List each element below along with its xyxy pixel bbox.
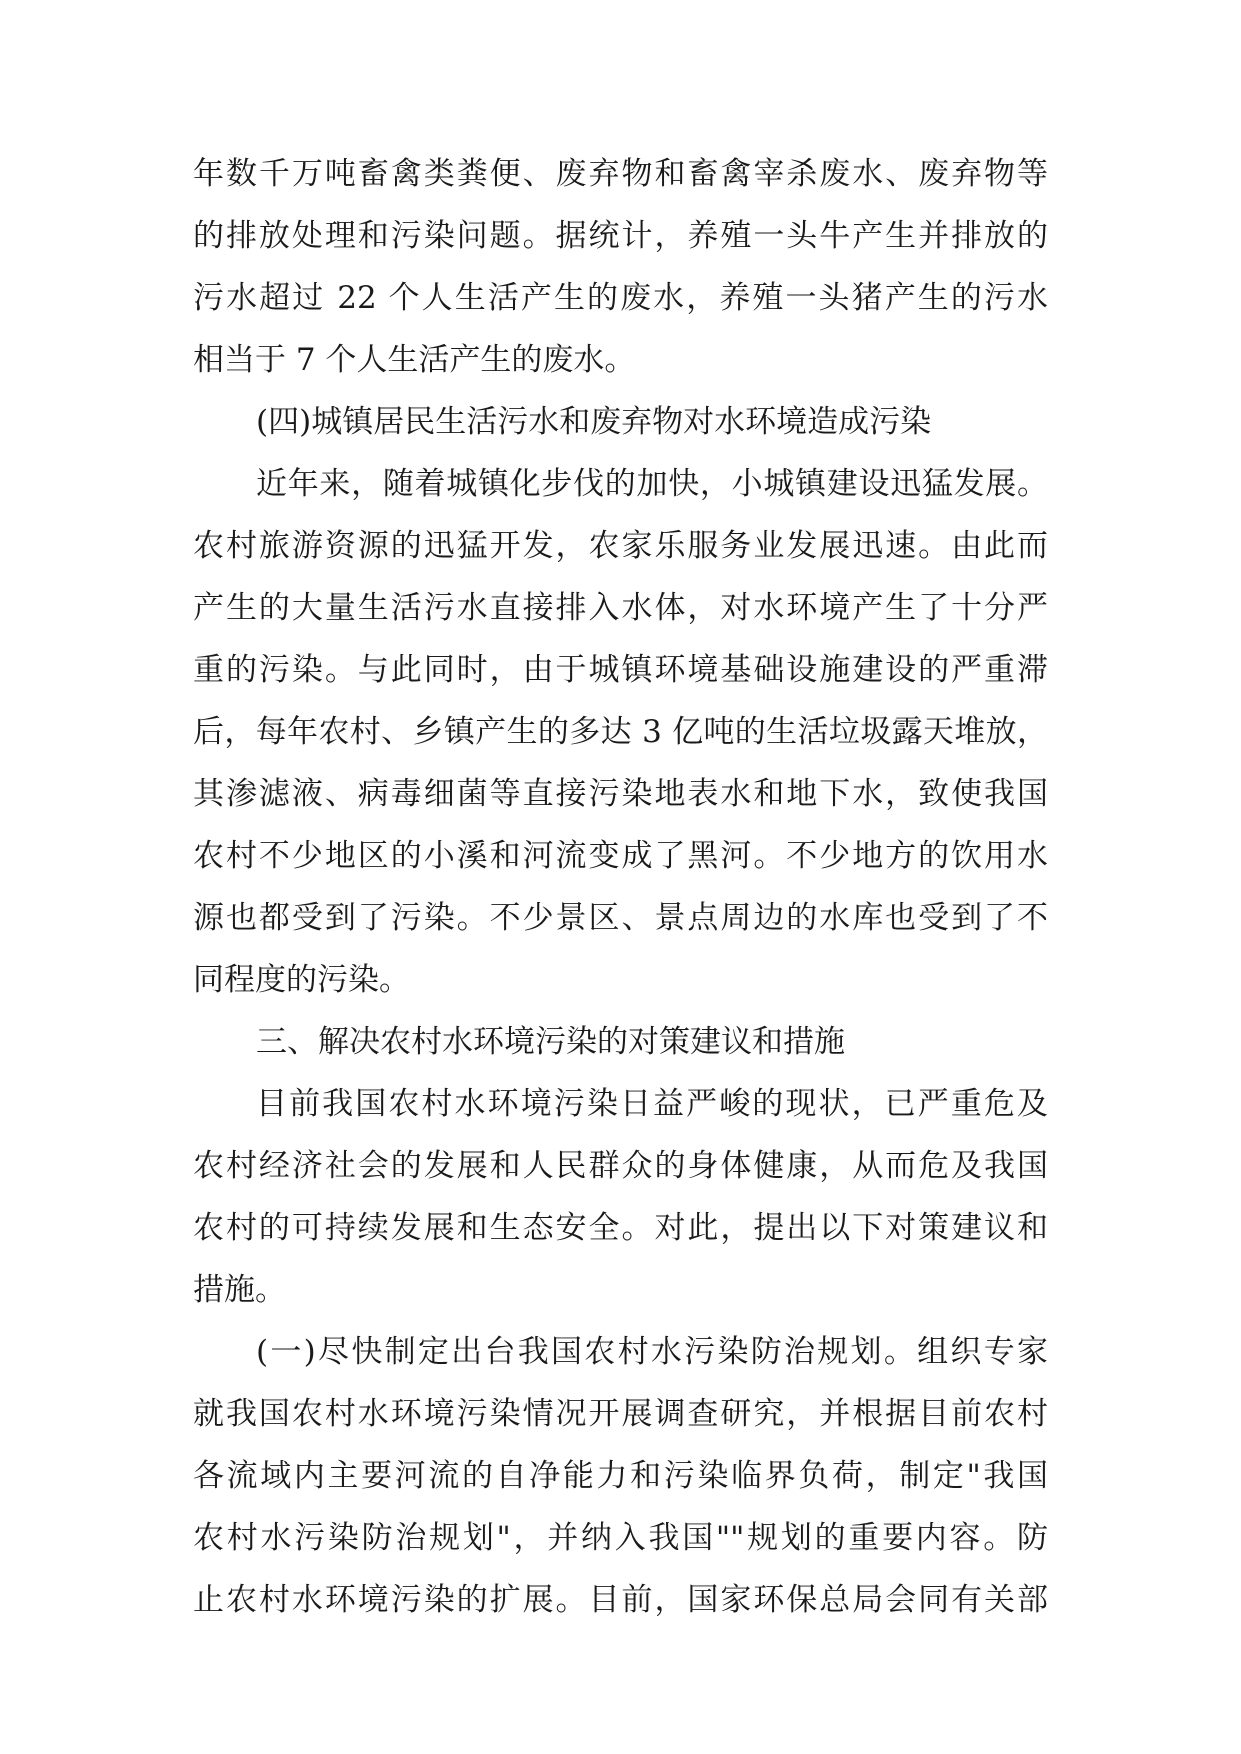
text-line: 农村不少地区的小溪和河流变成了黑河。不少地方的饮用水 xyxy=(193,838,1048,874)
text-line: 目前我国农村水环境污染日益严峻的现状，已严重危及 xyxy=(256,1086,1048,1122)
text-line: 近年来，随着城镇化步伐的加快，小城镇建设迅猛发展。 xyxy=(256,466,1048,502)
text-line: 相当于 7 个人生活产生的废水。 xyxy=(193,342,636,378)
text-line: 后，每年农村、乡镇产生的多达 3 亿吨的生活垃圾露天堆放， xyxy=(193,714,1048,750)
text-line: 同程度的污染。 xyxy=(193,962,410,998)
section-heading: 三、解决农村水环境污染的对策建议和措施 xyxy=(256,1024,845,1060)
text-line: 源也都受到了污染。不少景区、景点周边的水库也受到了不 xyxy=(193,900,1048,936)
text-line: 农村经济社会的发展和人民群众的身体健康，从而危及我国 xyxy=(193,1148,1048,1184)
section-heading: (四)城镇居民生活污水和废弃物对水环境造成污染 xyxy=(256,404,932,440)
text-line: 措施。 xyxy=(193,1272,286,1308)
text-line: 污水超过 22 个人生活产生的废水，养殖一头猪产生的污水 xyxy=(193,280,1048,316)
text-line: 农村旅游资源的迅猛开发，农家乐服务业发展迅速。由此而 xyxy=(193,528,1048,564)
text-line: 重的污染。与此同时，由于城镇环境基础设施建设的严重滞 xyxy=(193,652,1048,688)
text-line: 产生的大量生活污水直接排入水体，对水环境产生了十分严 xyxy=(193,590,1048,626)
text-line: 农村水污染防治规划"，并纳入我国""规划的重要内容。防 xyxy=(193,1520,1048,1556)
text-line: 农村的可持续发展和生态安全。对此，提出以下对策建议和 xyxy=(193,1210,1048,1246)
text-line: 其渗滤液、病毒细菌等直接污染地表水和地下水，致使我国 xyxy=(193,776,1048,812)
text-line: 各流域内主要河流的自净能力和污染临界负荷，制定"我国 xyxy=(193,1458,1048,1494)
text-line: 年数千万吨畜禽类粪便、废弃物和畜禽宰杀废水、废弃物等 xyxy=(193,156,1048,192)
text-line: 的排放处理和污染问题。据统计，养殖一头牛产生并排放的 xyxy=(193,218,1048,254)
text-line: 止农村水环境污染的扩展。目前，国家环保总局会同有关部 xyxy=(193,1582,1048,1618)
text-line: (一)尽快制定出台我国农村水污染防治规划。组织专家 xyxy=(256,1334,1048,1370)
text-line: 就我国农村水环境污染情况开展调查研究，并根据目前农村 xyxy=(193,1396,1048,1432)
